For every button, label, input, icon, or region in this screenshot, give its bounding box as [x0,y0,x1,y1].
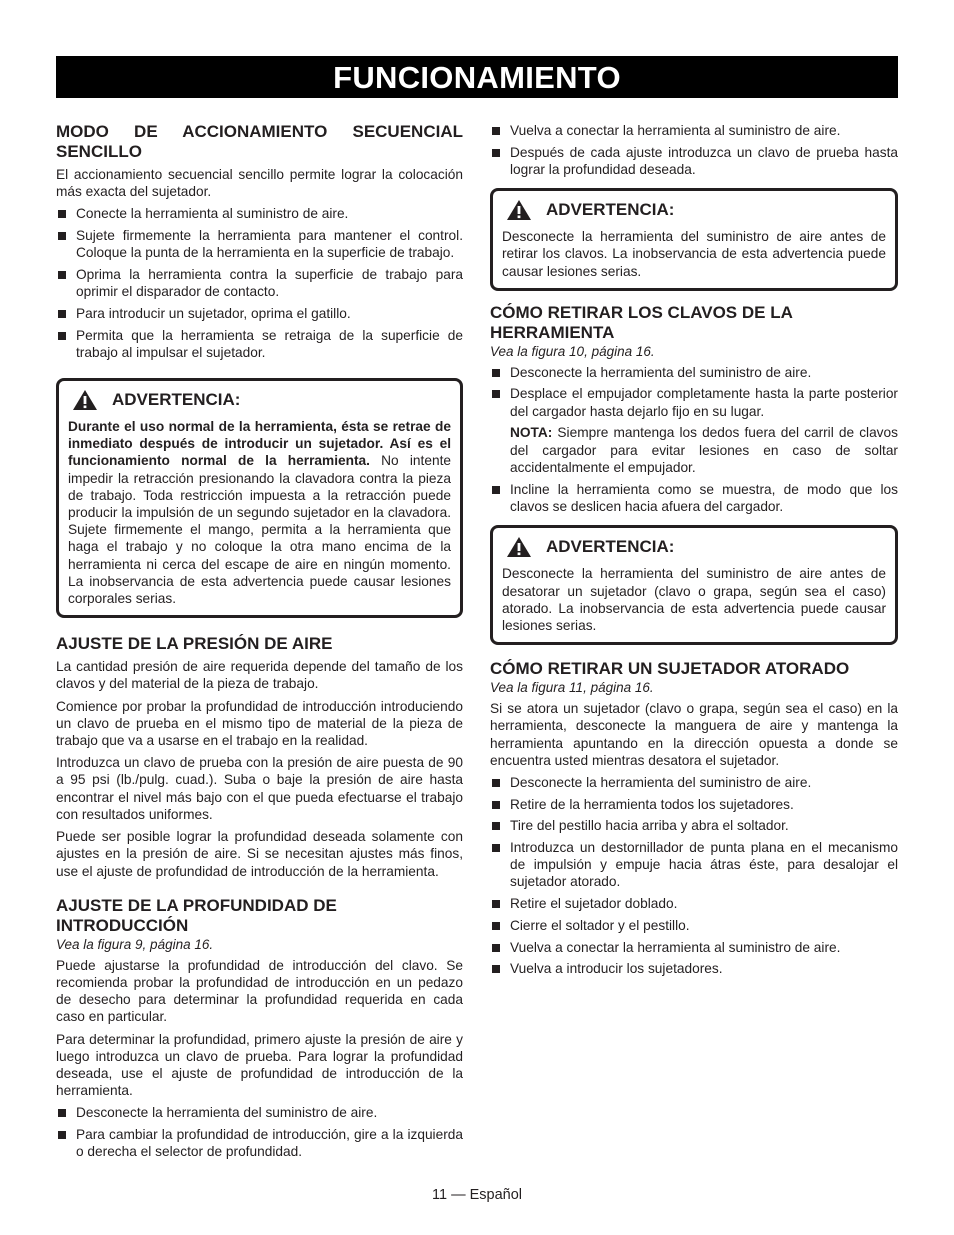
section-heading: AJUSTE DE LA PRESIÓN DE AIRE [56,634,333,654]
warning-text [68,418,451,607]
paragraph: Puede ajustarse la profundidad de introducción del clavo. Se recomienda probar la profundidad de introducción en un pedazo de desecho para determinar la profundidad requerida en cada caso en particular. [56,957,463,1025]
list-item: Oprima la herramienta contra la superficie de trabajo para oprimir el disparador de contacto. [56,266,463,300]
bullet-list [490,481,898,515]
paragraph: Si se atora un sujetador (clavo o grapa, según sea el caso) en la herramienta, desconecte la manguera de aire y mantenga la herramienta apuntando en la dirección opuesta a donde se encuentra usted mientras desatora el sujetador. [490,701,898,768]
bullet-list [56,205,463,361]
note-label: NOTA: [510,425,553,441]
list-item: Desconecte la herramienta del suministro de aire. [490,774,898,791]
warning-header [68,389,451,411]
note-text: Siempre mantenga los dedos fuera del carril de clavos del cargador para evitar lesiones en caso de soltar accidentalmente el empujador. [510,425,898,475]
warning-text: Desconecte la herramienta del suministro de aire antes de desatorar un sujetador (clavo o grapa, según sea el caso) atorado. La inobservancia de esta advertencia puede causar lesiones serias. [502,566,886,633]
list-item: Introduzca un destornillador de punta plana en el mecanismo de impulsión y empuje hacia átras éste, para desalojar el sujetador atorado. [490,839,898,891]
figure-reference: Vea la figura 10, página 16. [490,343,655,359]
figure-reference: Vea la figura 11, página 16. [490,680,654,696]
paragraph: Comience por probar la profundidad de introducción introduciendo un clavo de prueba en el mismo tipo de material de la pieza de trabajo que va a usarse en el trabajo en la realidad. [56,698,463,749]
right-column [490,122,898,982]
list-item: Desplace el empujador completamente hasta la parte posterior del cargador hasta dejarlo fijo en su lugar. [490,385,898,419]
section-heading: MODO DE ACCIONAMIENTO SECUENCIAL SENCILLO [56,122,463,161]
paragraph: Para determinar la profundidad, primero ajuste la presión de aire y luego introduzca un clavo de prueba. Para lograr la profundidad deseada, use el ajuste de profundidad de introducción de la herramienta. [56,1031,463,1099]
list-item: Permita que la herramienta se retraiga de la superficie de trabajo al impulsar el sujetador. [56,327,463,361]
paragraph: La cantidad presión de aire requerida depende del tamaño de los clavos y del material de la pieza de trabajo. [56,659,463,692]
bullet-list [490,364,898,420]
figure-reference: Vea la figura 9, página 16. [56,936,214,952]
list-item: Desconecte la herramienta del suministro de aire. [56,1104,463,1121]
section-heading: CÓMO RETIRAR LOS CLAVOS DE LA HERRAMIENTA [490,302,793,342]
list-item: Desconecte la herramienta del suministro de aire. [490,364,898,381]
warning-title: ADVERTENCIA: [546,200,675,220]
list-item: Para introducir un sujetador, oprima el gatillo. [56,305,463,322]
list-item: Tire del pestillo hacia arriba y abra el soltador. [490,817,898,834]
warning-title: ADVERTENCIA: [112,390,241,410]
list-item: Retire de la herramienta todos los sujetadores. [490,796,898,813]
warning-triangle-icon [506,536,532,558]
list-item: Conecte la herramienta al suministro de aire. [56,205,463,222]
paragraph: El accionamiento secuencial sencillo permite lograr la colocación más exacta del sujetador. [56,167,463,200]
section-sequential-mode [56,122,463,361]
left-column [56,122,463,1165]
warning-text: Desconecte la herramienta del suministro de aire antes de retirar los clavos. La inobservancia de esta advertencia puede causar lesiones serias. [502,229,886,279]
section-jammed-fastener [490,659,898,977]
note [490,424,898,476]
warning-triangle-icon [72,389,98,411]
list-item: Vuelva a conectar la herramienta al suministro de aire. [490,122,898,139]
section-remove-nails [490,303,898,516]
warning-box [56,378,463,618]
list-item: Sujete firmemente la herramienta para mantener el control. Coloque la punta de la herramienta en la superficie de trabajo. [56,227,463,261]
warning-box [490,188,898,291]
warning-bold-text: Durante el uso normal de la herramienta, ésta se retrae de inmediato después de introducir un sujetador. Así es el funcionamiento normal de la herramienta. [68,419,451,469]
bullet-list [490,774,898,978]
warning-header [502,536,886,558]
bullet-list [56,1104,463,1160]
bullet-list [490,122,898,178]
warning-body-text: No intente impedir la retracción presionando la clavadora contra la pieza de trabajo. Toda restricción impuesta a la retracción puede producir la impulsión de un segundo sujetador en la clavadora. Sujete firmemente el mango, permita a la herramienta que haga el trabajo y no coloque la otra mano encima de la herramienta ni cerca del escape de aire en ningún momento. La inobservancia de esta advertencia puede causar lesiones corporales serias. [68,453,451,607]
section-air-pressure [56,634,463,879]
list-item: Vuelva a conectar la herramienta al suministro de aire. [490,939,898,956]
section-heading: AJUSTE DE LA PROFUNDIDAD DE INTRODUCCIÓN [56,895,337,935]
page-title: FUNCIONAMIENTO [56,56,898,98]
paragraph: Puede ser posible lograr la profundidad deseada solamente con ajustes en la presión de aire. Si se necesitan ajustes más finos, use el ajuste de profundidad de introducción de la herramienta. [56,829,463,879]
section-depth-adjust [56,896,463,1161]
warning-triangle-icon [506,199,532,221]
paragraph: Introduzca un clavo de prueba con la presión de aire puesta de 90 a 95 psi (lb./pulg. cuad.). Suba o baje la presión de aire hasta encontrar el nivel más bajo con el que pueda efectuarse el trabajo con resultados uniformes. [56,755,463,822]
section-heading: CÓMO RETIRAR UN SUJETADOR ATORADO [490,659,850,679]
list-item: Retire el sujetador doblado. [490,895,898,912]
warning-header [502,199,886,221]
list-item: Cierre el soltador y el pestillo. [490,917,898,934]
list-item: Después de cada ajuste introduzca un clavo de prueba hasta lograr la profundidad deseada. [490,144,898,178]
list-item: Vuelva a introducir los sujetadores. [490,960,898,977]
warning-box [490,525,898,645]
list-item: Incline la herramienta como se muestra, de modo que los clavos se deslicen hacia afuera del cargador. [490,481,898,515]
list-item: Para cambiar la profundidad de introducción, gire a la izquierda o derecha el selector de profundidad. [56,1126,463,1160]
page-footer: 11 — Español [431,1187,522,1203]
warning-title: ADVERTENCIA: [546,537,675,557]
